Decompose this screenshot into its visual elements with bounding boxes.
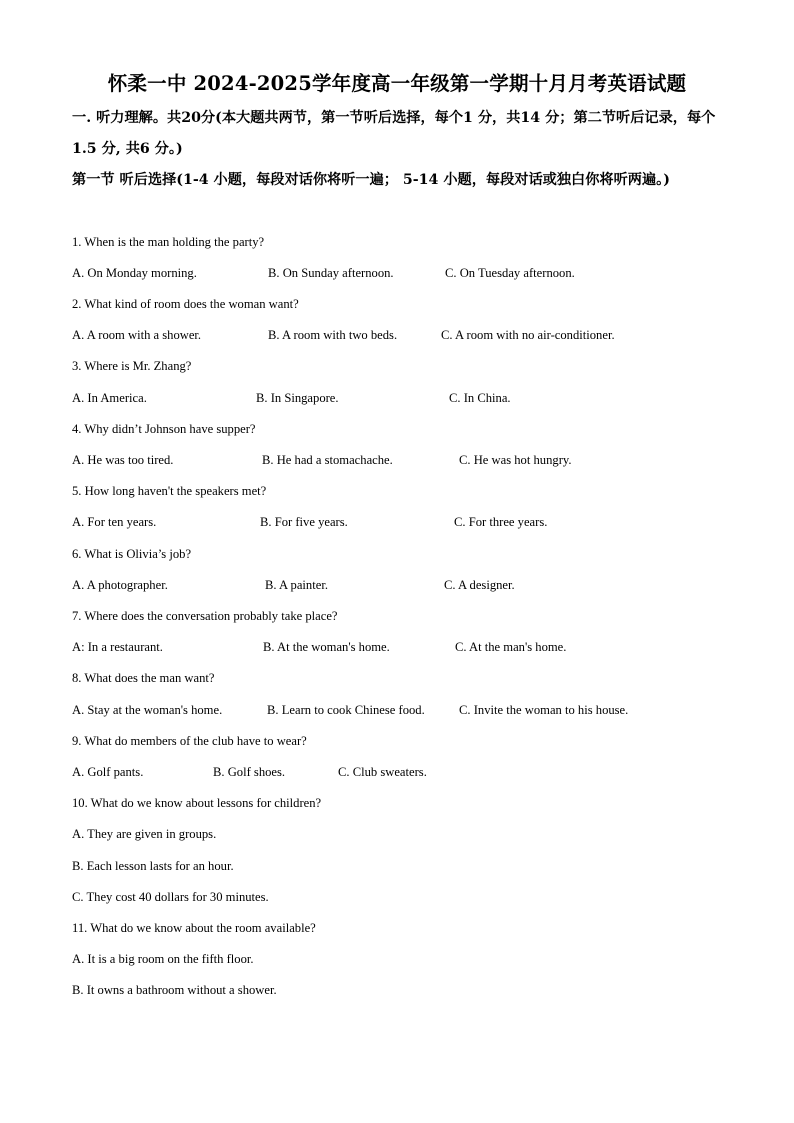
question-1: 1. When is the man holding the party?	[72, 235, 265, 249]
option-7-a: A: In a restaurant.	[72, 640, 163, 654]
option-10-a: A. They are given in groups.	[72, 827, 217, 841]
options-row-2	[72, 328, 732, 346]
options-row-3	[72, 391, 732, 409]
question-5: 5. How long haven't the speakers met?	[72, 484, 267, 498]
options-row-4	[72, 453, 732, 471]
options-row-8	[72, 703, 732, 721]
section-heading-listening: 一. 听力理解。共20分(本大题共两节，第一节听后选择，每个1 分，共14 分；第二节听后记录，每个1.5 分, 共6 分。)	[72, 110, 716, 157]
question-3: 3. Where is Mr. Zhang?	[72, 359, 192, 373]
question-4: 4. Why didn’t Johnson have supper?	[72, 422, 256, 436]
question-9: 9. What do members of the club have to wear?	[72, 734, 307, 748]
option-3-b: B. In Singapore.	[256, 391, 339, 405]
option-11-b: B. It owns a bathroom without a shower.	[72, 983, 277, 997]
option-9-c: C. Club sweaters.	[338, 765, 427, 779]
options-row-9	[72, 765, 732, 783]
question-11: 11. What do we know about the room available?	[72, 921, 316, 935]
option-1-a: A. On Monday morning.	[72, 266, 197, 280]
option-5-b: B. For five years.	[260, 515, 348, 529]
option-8-b: B. Learn to cook Chinese food.	[267, 703, 425, 717]
option-5-a: A. For ten years.	[72, 515, 157, 529]
option-9-a: A. Golf pants.	[72, 765, 144, 779]
option-1-c: C. On Tuesday afternoon.	[445, 266, 575, 280]
options-row-7	[72, 640, 732, 658]
question-6: 6. What is Olivia’s job?	[72, 547, 192, 561]
option-7-c: C. At the man's home.	[455, 640, 567, 654]
option-2-b: B. A room with two beds.	[268, 328, 398, 342]
option-7-b: B. At the woman's home.	[263, 640, 390, 654]
question-10: 10. What do we know about lessons for children?	[72, 796, 322, 810]
option-10-c: C. They cost 40 dollars for 30 minutes.	[72, 890, 269, 904]
option-3-c: C. In China.	[449, 391, 511, 405]
options-row-5	[72, 515, 732, 533]
question-2: 2. What kind of room does the woman want?	[72, 297, 299, 311]
option-6-a: A. A photographer.	[72, 578, 168, 592]
option-1-b: B. On Sunday afternoon.	[268, 266, 394, 280]
exam-title: 怀柔一中 2024-2025学年度高一年级第一学期十月月考英语试题	[107, 72, 687, 95]
option-11-a: A. It is a big room on the fifth floor.	[72, 952, 254, 966]
option-4-b: B. He had a stomachache.	[262, 453, 393, 467]
options-row-1	[72, 266, 732, 284]
option-2-a: A. A room with a shower.	[72, 328, 202, 342]
option-9-b: B. Golf shoes.	[213, 765, 286, 779]
option-2-c: C. A room with no air-conditioner.	[441, 328, 615, 342]
option-8-c: C. Invite the woman to his house.	[459, 703, 629, 717]
option-3-a: A. In America.	[72, 391, 147, 405]
options-row-6	[72, 578, 732, 596]
option-4-a: A. He was too tired.	[72, 453, 174, 467]
question-7: 7. Where does the conversation probably take place?	[72, 609, 338, 623]
option-5-c: C. For three years.	[454, 515, 548, 529]
option-4-c: C. He was hot hungry.	[459, 453, 572, 467]
option-8-a: A. Stay at the woman's home.	[72, 703, 223, 717]
option-6-c: C. A designer.	[444, 578, 515, 592]
question-8: 8. What does the man want?	[72, 671, 215, 685]
option-10-b: B. Each lesson lasts for an hour.	[72, 859, 234, 873]
part-heading-choice: 第一节 听后选择(1-4 小题，每段对话你将听一遍； 5-14 小题，每段对话或独白你将听两遍。)	[72, 172, 670, 188]
option-6-b: B. A painter.	[265, 578, 328, 592]
